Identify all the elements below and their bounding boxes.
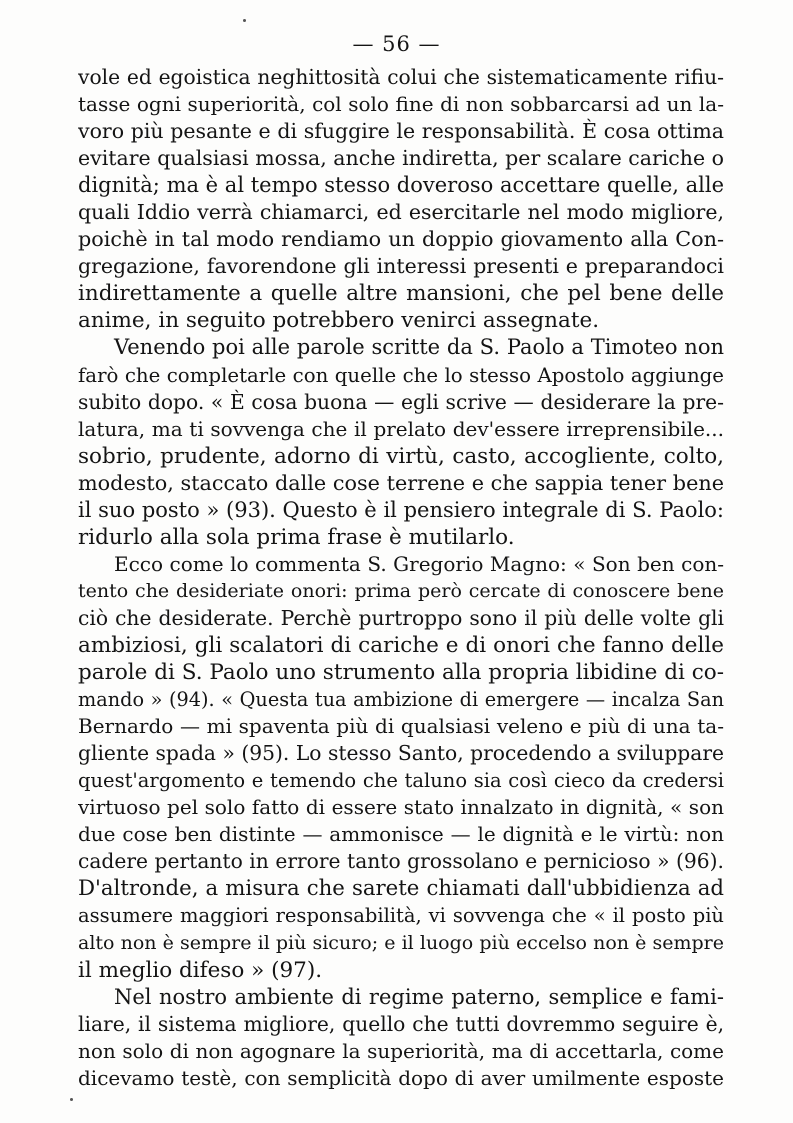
text-line: il meglio difeso » (97).: [78, 957, 323, 983]
text-line: vole ed egoistica neghittosità colui che sistematicamente rifiu-: [78, 65, 724, 89]
text-line: tasse ogni superiorità, col solo fine di non sobbarcarsi ad un la-: [78, 92, 724, 117]
text-line: parole di S. Paolo uno strumento alla propria libidine di co-: [78, 660, 724, 686]
text-line: dicevamo testè, con semplicità dopo di aver umilmente esposte: [78, 1065, 724, 1090]
text-line: evitare qualsiasi mossa, anche indiretta, per scalare cariche o: [78, 146, 724, 171]
text-line: poichè in tal modo rendiamo un doppio giovamento alla Con-: [78, 227, 724, 252]
text-line: gliente spada » (95). Lo stesso Santo, procedendo a sviluppare: [78, 741, 724, 766]
text-line: voro più pesante e di sfuggire le responsabilità. È cosa ottima: [78, 119, 724, 144]
paper-speck: [243, 19, 246, 22]
text-line: virtuoso pel solo fatto di essere stato innalzato in dignità, « son: [78, 795, 724, 820]
text-line: Venendo poi alle parole scritte da S. Paolo a Timoteo non: [114, 335, 724, 360]
page-number: — 56 —: [352, 32, 441, 56]
text-line: ambiziosi, gli scalatori di cariche e di onori che fanno delle: [78, 632, 724, 658]
paper-speck: [70, 1098, 73, 1101]
text-line: latura, ma ti sovvenga che il prelato dev'essere irreprensibile...: [78, 416, 724, 441]
text-line: modesto, staccato dalle cose terrene e che sappia tener bene: [78, 470, 724, 495]
text-line: indirettamente a quelle altre mansioni, che pel bene delle: [78, 281, 724, 307]
text-line: quali Iddio verrà chiamarci, ed esercitarle nel modo migliore,: [78, 200, 724, 225]
text-line: D'altronde, a misura che sarete chiamati dall'ubbidienza ad: [78, 876, 724, 902]
text-line: non solo di non agognare la superiorità, ma di accettarla, come: [78, 1038, 724, 1063]
text-line: alto non è sempre il più sicuro; e il luogo più eccelso non è sempre: [78, 931, 724, 954]
text-line: cadere pertanto in errore tanto grossolano e pernicioso » (96).: [78, 849, 724, 874]
text-line: dignità; ma è al tempo stesso doveroso accettare quelle, alle: [78, 173, 724, 198]
text-line: anime, in seguito potrebbero venirci assegnate.: [78, 308, 600, 334]
text-line: sobrio, prudente, adorno di virtù, casto, accogliente, colto,: [78, 443, 724, 469]
text-line: quest'argomento e temendo che taluno sia così cieco da credersi: [78, 769, 724, 793]
text-line: ridurlo alla sola prima frase è mutilarlo.: [78, 524, 515, 550]
text-line: farò che completarle con quelle che lo stesso Apostolo aggiunge: [78, 363, 724, 387]
body-text: [78, 64, 724, 1092]
text-line: subito dopo. « È cosa buona — egli scrive — desiderare la pre-: [78, 389, 724, 414]
text-line: mando » (94). « Questa tua ambizione di emergere — incalza San: [78, 688, 724, 712]
text-line: ciò che desiderate. Perchè purtroppo sono il più delle volte gli: [78, 605, 724, 630]
text-line: assumere maggiori responsabilità, vi sovvenga che « il posto più: [78, 904, 724, 928]
text-line: Ecco come lo commenta S. Gregorio Magno: « Son ben con-: [114, 551, 724, 576]
text-line: due cose ben distinte — ammonisce — le dignità e le virtù: non: [78, 822, 724, 847]
text-line: Bernardo — mi spaventa più di qualsiasi veleno e più di una ta-: [78, 714, 724, 739]
text-line: liare, il sistema migliore, quello che tutti dovremmo seguire è,: [78, 1011, 724, 1036]
text-line: gregazione, favorendone gli interessi presenti e preparandoci: [78, 254, 724, 279]
text-line: il suo posto » (93). Questo è il pensiero integrale di S. Paolo:: [78, 497, 724, 522]
text-line: tento che desideriate onori: prima però cercate di conoscere bene: [78, 579, 724, 602]
text-line: Nel nostro ambiente di regime paterno, semplice e fami-: [114, 984, 724, 1009]
